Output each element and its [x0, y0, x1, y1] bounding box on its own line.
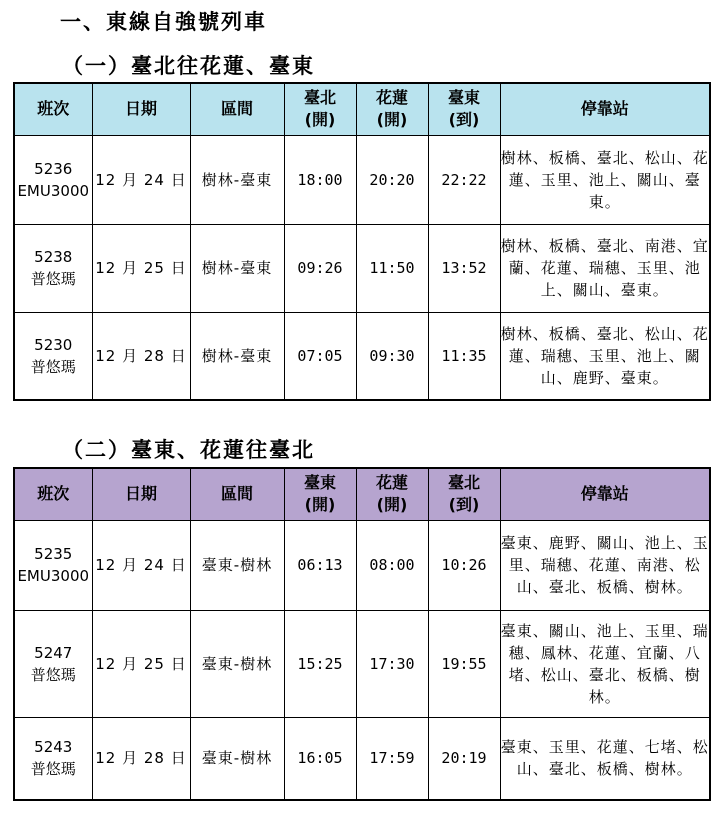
date-cell: 12 月 28 日	[92, 312, 190, 400]
date-cell: 12 月 25 日	[92, 610, 190, 717]
date-cell: 12 月 25 日	[92, 224, 190, 312]
train-type: 普悠瑪	[30, 760, 76, 779]
train-cell	[14, 717, 92, 800]
header-time-3-station: 臺北	[447, 473, 480, 493]
train-number: 5236	[34, 159, 73, 178]
header-time-2-sub: (開)	[376, 110, 408, 130]
date-cell: 12 月 24 日	[92, 520, 190, 610]
header-time-2-station: 花蓮	[375, 88, 408, 108]
time-3-cell: 10:26	[428, 520, 500, 610]
route-cell: 樹林-臺東	[190, 224, 284, 312]
stops-cell: 臺東、鹿野、關山、池上、玉里、瑞穗、花蓮、南港、松山、臺北、板橋、樹林。	[500, 520, 710, 610]
train-number: 5230	[34, 335, 73, 354]
train-cell	[14, 135, 92, 224]
train-type: 普悠瑪	[30, 665, 76, 684]
train-type: EMU3000	[17, 567, 90, 585]
table-row	[14, 224, 710, 312]
train-cell	[14, 224, 92, 312]
train-cell	[14, 312, 92, 400]
header-date: 日期	[92, 83, 190, 135]
header-time-1	[284, 83, 356, 135]
time-1-cell: 07:05	[284, 312, 356, 400]
route-cell: 臺東-樹林	[190, 520, 284, 610]
date-cell: 12 月 28 日	[92, 717, 190, 800]
header-time-1	[284, 468, 356, 520]
time-1-cell: 09:26	[284, 224, 356, 312]
stops-cell: 樹林、板橋、臺北、松山、花蓮、瑞穗、玉里、池上、關山、鹿野、臺東。	[500, 312, 710, 400]
header-date: 日期	[92, 468, 190, 520]
time-3-cell: 22:22	[428, 135, 500, 224]
table-header-row	[14, 83, 710, 135]
time-2-cell: 20:20	[356, 135, 428, 224]
time-3-cell: 19:55	[428, 610, 500, 717]
table-row	[14, 717, 710, 800]
time-1-cell: 15:25	[284, 610, 356, 717]
header-train: 班次	[14, 468, 92, 520]
header-stops: 停靠站	[500, 468, 710, 520]
header-time-3-sub: (到)	[448, 495, 480, 515]
header-time-3-station: 臺東	[447, 88, 480, 108]
route-cell: 樹林-臺東	[190, 312, 284, 400]
train-cell	[14, 520, 92, 610]
train-number: 5243	[34, 738, 73, 757]
train-type: 普悠瑪	[30, 270, 76, 288]
header-time-3	[428, 83, 500, 135]
train-number: 5238	[34, 248, 73, 266]
time-2-cell: 17:59	[356, 717, 428, 800]
train-number: 5235	[34, 545, 73, 563]
route-cell: 臺東-樹林	[190, 717, 284, 800]
table-row	[14, 520, 710, 610]
header-time-3	[428, 468, 500, 520]
page-title: 一、東線自強號列車	[60, 10, 267, 34]
time-3-cell: 20:19	[428, 717, 500, 800]
header-route: 區間	[190, 468, 284, 520]
route-cell: 樹林-臺東	[190, 135, 284, 224]
table-row	[14, 135, 710, 224]
table-header-row	[14, 468, 710, 520]
header-route: 區間	[190, 83, 284, 135]
schedule-table-taipei-to-taitung	[13, 82, 711, 401]
stops-cell: 樹林、板橋、臺北、南港、宜蘭、花蓮、瑞穗、玉里、池上、關山、臺東。	[500, 224, 710, 312]
table-row	[14, 312, 710, 400]
header-time-1-sub: (開)	[304, 110, 336, 130]
header-time-2	[356, 83, 428, 135]
time-2-cell: 08:00	[356, 520, 428, 610]
train-type: EMU3000	[17, 181, 90, 200]
stops-cell: 樹林、板橋、臺北、松山、花蓮、玉里、池上、關山、臺東。	[500, 135, 710, 224]
header-time-1-station: 臺北	[303, 88, 336, 108]
table-row	[14, 610, 710, 717]
time-3-cell: 11:35	[428, 312, 500, 400]
time-1-cell: 18:00	[284, 135, 356, 224]
header-time-1-sub: (開)	[304, 495, 336, 515]
time-1-cell: 06:13	[284, 520, 356, 610]
time-2-cell: 17:30	[356, 610, 428, 717]
schedule-table-taitung-to-taipei	[13, 467, 711, 801]
time-2-cell: 11:50	[356, 224, 428, 312]
section-title-southbound-to-taipei: （二）臺東、花蓮往臺北	[62, 438, 315, 462]
train-number: 5247	[34, 643, 73, 662]
route-cell: 臺東-樹林	[190, 610, 284, 717]
section-title-northbound-to-east: （一）臺北往花蓮、臺東	[62, 54, 315, 78]
stops-cell: 臺東、關山、池上、玉里、瑞穗、鳳林、花蓮、宜蘭、八堵、松山、臺北、板橋、樹林。	[500, 610, 710, 717]
train-type: 普悠瑪	[30, 357, 76, 376]
time-1-cell: 16:05	[284, 717, 356, 800]
stops-cell: 臺東、玉里、花蓮、七堵、松山、臺北、板橋、樹林。	[500, 717, 710, 800]
train-cell	[14, 610, 92, 717]
header-time-1-station: 臺東	[303, 473, 336, 493]
header-time-2	[356, 468, 428, 520]
header-time-2-station: 花蓮	[375, 473, 408, 493]
header-stops: 停靠站	[500, 83, 710, 135]
time-2-cell: 09:30	[356, 312, 428, 400]
header-train: 班次	[14, 83, 92, 135]
header-time-3-sub: (到)	[448, 110, 480, 130]
date-cell: 12 月 24 日	[92, 135, 190, 224]
header-time-2-sub: (開)	[376, 495, 408, 515]
time-3-cell: 13:52	[428, 224, 500, 312]
